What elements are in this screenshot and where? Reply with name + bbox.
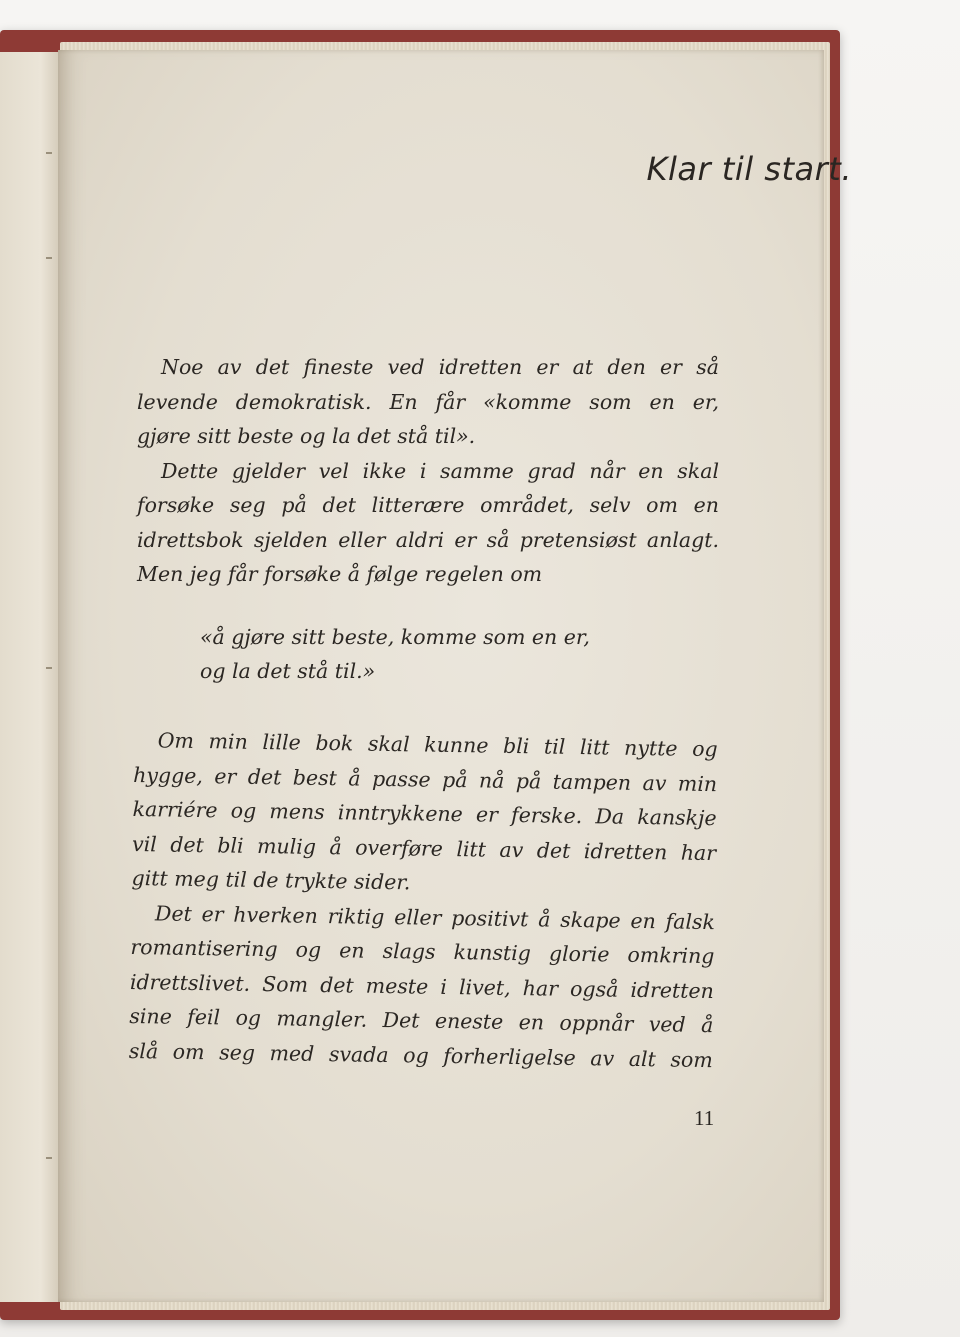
block-quote <box>200 620 590 688</box>
paragraph-line: idrettslivet. Som det meste i livet, har også idretten <box>129 969 715 1003</box>
paragraph-line: romantisering og en slags kunstig glorie omkring <box>130 934 715 969</box>
paragraph-line: karriére og mens inntrykkene er ferske. Da kanskje <box>132 796 717 831</box>
left-page <box>0 52 59 1302</box>
paragraph-line: idrettsbok sjelden eller aldri er så pretensiøst anlagt. <box>137 527 719 552</box>
binding-stitch <box>46 1157 52 1159</box>
paragraph-line: vil det bli mulig å overføre litt av det idretten har <box>131 831 717 865</box>
paragraph-line: slå om seg med svada og forherligelse av alt som <box>128 1038 713 1072</box>
chapter-title: Klar til start. <box>646 150 852 188</box>
binding-stitch <box>46 667 52 669</box>
paragraph-line: Noe av det fineste ved idretten er at den er så <box>161 355 719 379</box>
quote-line: og la det stå til.» <box>200 659 376 683</box>
quote-line: «å gjøre sitt beste, komme som en er, <box>200 625 590 649</box>
paragraph-line: hygge, er det best å passe på nå på tampen av min <box>133 762 718 796</box>
paragraph-line: Det er hverken riktig eller positivt å skape en falsk <box>154 900 716 934</box>
paragraph-line: levende demokratisk. En får «komme som en er, <box>137 389 719 414</box>
paragraph-line: sine feil og mangler. Det eneste en oppnår ved å <box>129 1003 714 1038</box>
binding-stitch <box>46 152 52 154</box>
paragraph-line: Dette gjelder vel ikke i samme grad når en skal <box>161 458 719 483</box>
binding-stitch <box>46 257 52 259</box>
paragraph-line: Men jeg får forsøke å følge regelen om <box>137 562 543 586</box>
paragraph-line: gjøre sitt beste og la det stå til». <box>137 424 476 448</box>
paragraph-line: Om min lille bok skal kunne bli til litt nytte og <box>157 728 718 762</box>
page-number: 11 <box>694 1106 715 1130</box>
paragraph-line: gitt meg til de trykte sider. <box>131 865 411 895</box>
text-section-main <box>129 723 718 1077</box>
text-section-intro <box>137 350 719 592</box>
paragraph-line: forsøke seg på det litterære området, selv om en <box>137 493 719 517</box>
